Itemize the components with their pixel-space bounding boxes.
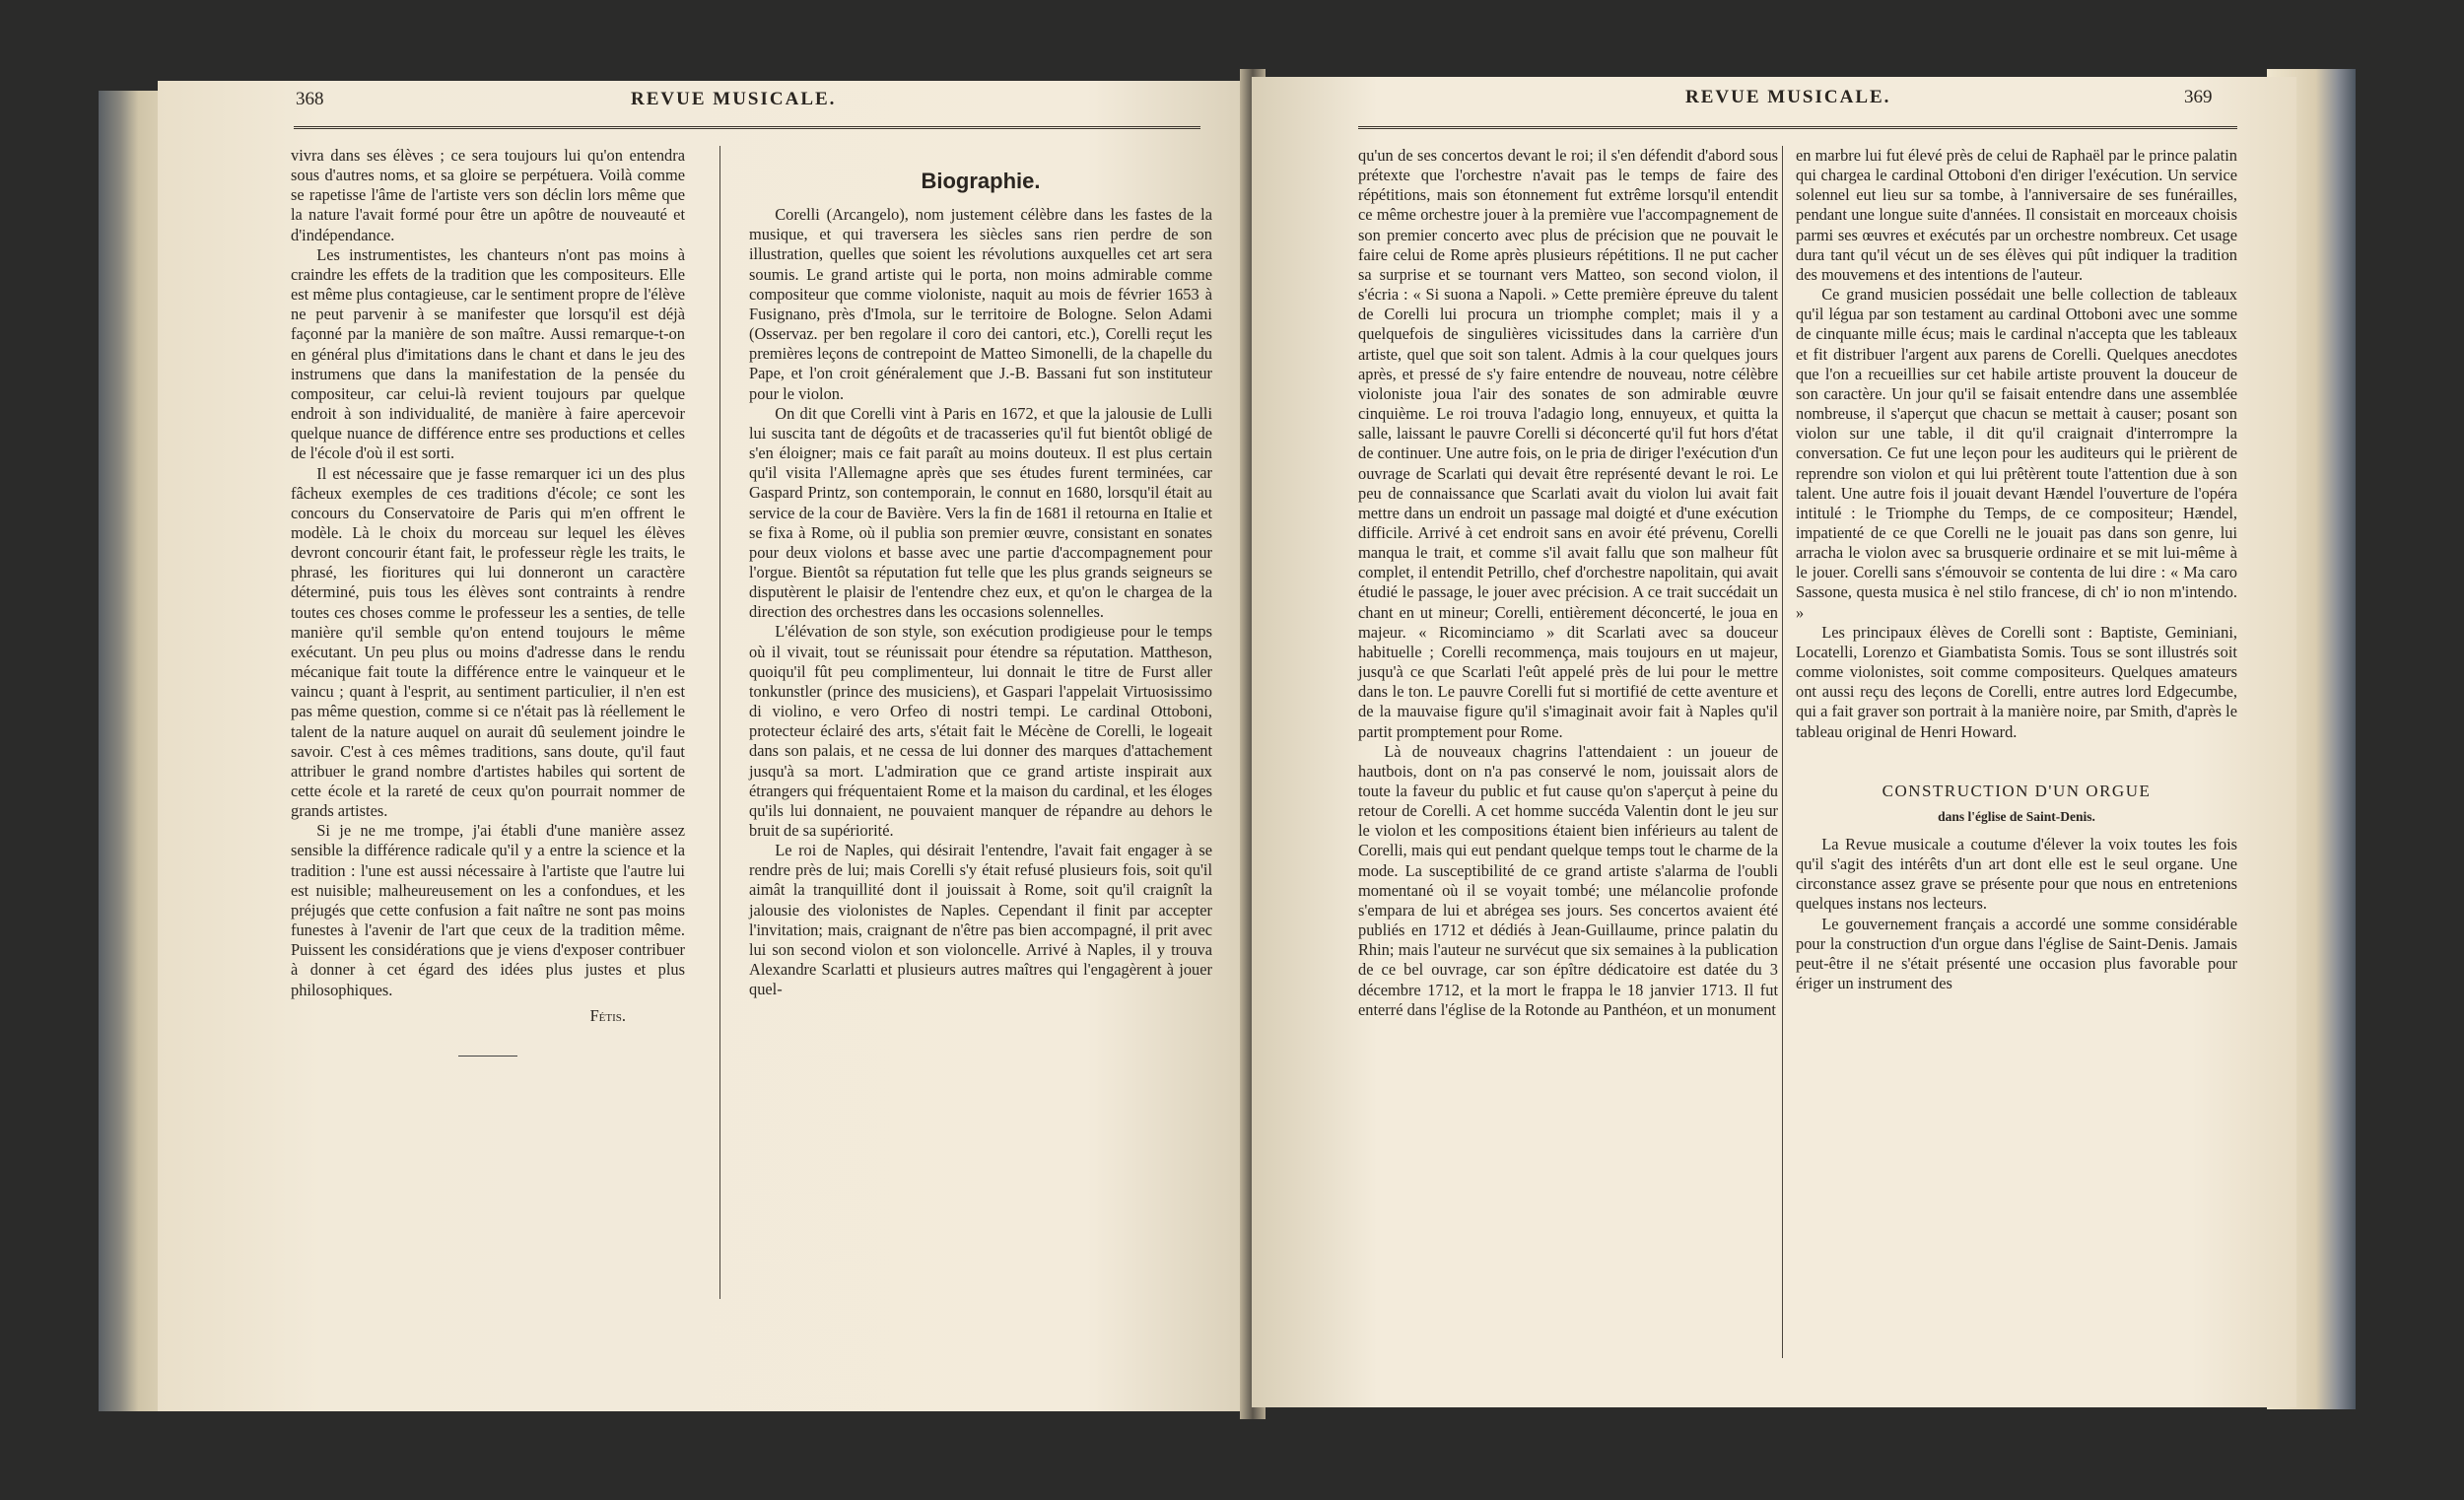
section-title: Biographie.: [921, 169, 1041, 193]
running-head: REVUE MUSICALE.: [1685, 87, 1891, 107]
left-page: [158, 81, 1252, 1411]
header-rule: [1358, 126, 2237, 129]
section-title: CONSTRUCTION D'UN ORGUE: [1882, 781, 2152, 800]
paragraph: en marbre lui fut élevé près de celui de Raphaël par le prince palatin qui chargea le cardinal Ottoboni d'en diriger l'exécution. Un service solennel eut lieu sur sa tombe, à l'anniversaire de ses funérailles, pendant une longue suite d'années. Il consistait en morceaux choisis parmi ses œuvres et exécutés par un orchestre nombreux. Cet usage dura tant qu'il vécut un de ses élèves qui pût indiquer la tradition des mouvemens et des intentions de l'auteur.: [1796, 146, 2237, 284]
paragraph: Les principaux élèves de Corelli sont : Baptiste, Geminiani, Locatelli, Lorenzo et Giambatista Somis. Tous se sont illustrés soit comme violonistes, soit comme compositeurs. Quelques amateurs ont aussi reçu des leçons de Corelli, entre autres lord Edgecumbe, qui a fait graver son portrait à la manière noire, par Smith, d'après le tableau original de Henri Howard.: [1796, 622, 2237, 741]
page-number: 369: [2184, 87, 2213, 107]
page-number: 368: [296, 89, 324, 109]
column-rule: [719, 146, 720, 1299]
paragraph: Les instrumentistes, les chanteurs n'ont pas moins à craindre les effets de la tradition que les compositeurs. Elle est même plus contagieuse, car le sentiment propre de l'élève ne peut parvenir à se manifester que lorsqu'il est déjà façonné par la manière de son maître. Aussi remarque-t-on en général plus d'imitations dans le chant et dans le jeu des instrumens que dans la manifestation de la pensée du compositeur, car celui-là revient toujours par quelque endroit à son individualité, de manière à faire apercevoir quelque nuance de différence entre ses productions et celles de l'école d'où il est sorti.: [291, 244, 685, 463]
header-rule: [294, 126, 1200, 129]
right-column-1: [1358, 146, 1778, 1020]
paragraph: Le roi de Naples, qui désirait l'entendre, l'avait fait engager à se rendre près de lui; mais Corelli s'y était refusé plusieurs fois, soit qu'il aimât la tranquillité dont il jouissait à Rome, soit qu'il craignît la jalousie des violonistes de Naples. Cependant il finit par accepter l'invitation; mais, craignant de n'être pas bien accompagné, il prit avec lui son second violon et son violoncelle. Arrivé à Naples, il y trouva Alexandre Scarlatti et plusieurs autres maîtres qui l'engagèrent à jouer quel-: [749, 841, 1212, 999]
separator-rule: [458, 1056, 517, 1057]
right-page: [1252, 77, 2296, 1407]
paragraph: Il est nécessaire que je fasse remarquer ici un des plus fâcheux exemples de ces traditions d'école; ce sont les concours du Conservatoire de Paris qui m'en offrent le modèle. Là le choix du morceau sur lequel les élèves devront concourir étant fait, le professeur règle les traits, le phrasé, les fioritures qui lui donneront un caractère déterminé, puis tous les élèves sont contraints à rendre toutes ces choses comme le professeur les a senties, de telle manière qu'il semble qu'on entend toujours le même exécutant. Un peu plus ou moins d'adresse dans le rendu mécanique fait toute la différence entre le vainqueur et le vaincu ; quant à l'esprit, au sentiment particulier, il n'en est pas même question, comme si ce n'était pas là réellement le talent de la nature auquel on aurait dû seulement joindre le savoir. C'est à ces mêmes traditions, sans doute, qu'il faut attribuer le grand nombre d'artistes habiles qui sortent de cette école et la rareté de ceux qu'on pourrait nommer de grands artistes.: [291, 463, 685, 821]
paragraph: Le gouvernement français a accordé une somme considérable pour la construction d'un orgue dans l'église de Saint-Denis. Jamais peut-être il ne s'était présenté une occasion plus favorable pour ériger un instrument des: [1796, 914, 2237, 993]
signature: Fétis.: [589, 1005, 626, 1025]
paragraph: Si je ne me trompe, j'ai établi d'une manière assez sensible la différence radicale qu'il y a entre la science et la tradition : l'une est aussi nécessaire à l'artiste que l'autre lui est nuisible; malheureusement on les a confondues, et les préjugés que cette confusion a fait naître ne sont pas moins funestes à l'avenir de l'art que ceux de la tradition même. Puissent les considérations que je viens d'exposer contribuer à donner à cet égard des idées plus justes et plus philosophiques.: [291, 821, 685, 999]
right-column-2: [1796, 146, 2237, 993]
paragraph: On dit que Corelli vint à Paris en 1672, et que la jalousie de Lulli lui suscita tant de dégoûts et de tracasseries qu'il fut bientôt obligé de s'en éloigner; mais ce fait paraît au moins douteux. Il est plus certain qu'il visita l'Allemagne après que ses études furent terminées, car Gaspard Printz, son contemporain, le connut en 1680, lorsqu'il était au service de la cour de Bavière. Vers la fin de 1681 il retourna en Italie et se fixa à Rome, où il publia son premier œuvre, consistant en sonates pour deux violons et basse avec une partie d'accompagnement pour l'orgue. Bientôt sa réputation fut telle que les plus grands seigneurs se disputèrent le plaisir de l'entendre chez eux, et qu'on le chargea de la direction des orchestres dans les occasions solennelles.: [749, 403, 1212, 622]
paragraph: Ce grand musicien possédait une belle collection de tableaux qu'il légua par son testament au cardinal Ottoboni avec une somme de cinquante mille écus; mais le cardinal n'accepta que les tableaux et fit distribuer l'argent aux parens de Corelli. Quelques anecdotes que l'on a recueillies sur cet habile artiste prouvent la douceur de son caractère. Un jour qu'il se faisait entendre dans une assemblée nombreuse, il s'aperçut que chacun se mettait à causer; posant son violon sur une table, il dit qu'il craignait d'interrompre la conversation. Ce fut une leçon pour les auditeurs qui le prièrent de reprendre son violon et qui lui prêtèrent toute l'attention due à son talent. Une autre fois il jouait devant Hændel l'ouverture de l'opéra intitulé : le Triomphe du Temps, de ce compositeur; Hændel, impatienté de ce que Corelli ne le jouait pas dans son genre, lui arracha le violon avec sa brusquerie ordinaire et se mit lui-même à le jouer. Corelli sans s'émouvoir se contenta de lui dire : « Ma caro Sassone, questa musica è nel stilo francese, di ch' io non m'intendo. »: [1796, 285, 2237, 622]
section-subtitle: dans l'église de Saint-Denis.: [1938, 808, 2095, 824]
paragraph: L'élévation de son style, son exécution prodigieuse pour le temps où il vivait, tout se réunissait pour étendre sa réputation. Mattheson, quoiqu'il fût peu complimenteur, lui donnait le titre de Furst aller tonkunstler (prince des musiciens), et Gaspari l'appelait Virtuosissimo di violino, e vero Orfeo di nostri tempi. Le cardinal Ottoboni, protecteur éclairé des arts, s'était fait le Mécène de Corelli, le logeait dans son palais, et ne cessa de lui donner des marques d'attachement jusqu'à sa mort. L'admiration que ce grand artiste inspirait aux étrangers qui fréquentaient Rome et la maison du cardinal, et les éloges qu'ils lui donnaient, ne pouvaient manquer de répandre au dehors le bruit de sa supériorité.: [749, 622, 1212, 840]
column-rule: [1782, 146, 1783, 1358]
paragraph: vivra dans ses élèves ; ce sera toujours lui qu'on entendra sous d'autres noms, et sa gloire se perpétuera. Voilà comme se rapetisse l'âme de l'artiste vers son déclin lors même que la nature l'avait formé pour être un apôtre de nouveauté et d'indépendance.: [291, 146, 685, 244]
paragraph: qu'un de ses concertos devant le roi; il s'en défendit d'abord sous prétexte que l'orchestre n'avait pas le temps de faire des répétitions, mais son étonnement fut extrême lorsqu'il entendit ce même orchestre jouer à la première vue l'accompagnement de son premier concerto avec plus de précision que ne pouvait le faire celui de Rome après plusieurs répétitions. Il ne put cacher sa surprise et se tournant vers Matteo, son second violon, il s'écria : « Si suona a Napoli. » Cette première épreuve du talent de Corelli lui procura un triomphe complet; mais il y a quelquefois de singulières vicissitudes dans la carrière d'un artiste, quel que soit son talent. Admis à la cour quelques jours après, et pressé de s'y faire entendre de nouveau, notre célèbre violoniste joua l'air des sonates de son admirable œuvre cinquième. Le roi trouva l'adagio long, ennuyeux, et quitta la salle, laissant le pauvre Corelli si déconcerté qu'il fut hors d'état de continuer. Une autre fois, on le pria de diriger l'exécution d'un ouvrage de Scarlati qui devait être représenté devant le roi. Le peu de connaissance que Scarlati avait du violon lui avait fait mettre dans un endroit un passage mal doigté et d'une exécution difficile. Arrivé à cet endroit sans en avoir été prévenu, Corelli manqua le trait, et comme s'il avait fallu que son malheur fût complet, il entendit Petrillo, chef d'orchestre napolitain, qui avait étudié le passage, le jouer avec précision. A ce trait succédait un chant en ut mineur; Corelli, entièrement déconcerté, le joua en majeur. « Ricominciamo » dit Scarlati avec sa douceur habituelle ; Corelli recommença, mais toujours en ut majeur, jusqu'à ce que Scarlati l'eût appelé près de lui pour le mettre dans le ton. Le pauvre Corelli fut si mortifié de cette aventure et de la mauvaise figure qu'il s'imaginait avoir fait à Naples qu'il partit promptement pour Rome.: [1358, 146, 1779, 741]
left-column-2: [749, 171, 1212, 999]
left-column-1: [291, 146, 685, 1057]
paragraph: Là de nouveaux chagrins l'attendaient : un joueur de hautbois, dont on n'a pas conservé le nom, jouissait alors de toute la faveur du public et fut cause qu'on s'aperçut à peine du retour de Corelli. A cet homme succéda Valentin dont le jeu sur le violon et les compositions étaient bien inférieurs au talent de Corelli, mais qui eut pendant quelque temps tout le charme de la mode. La susceptibilité de ce grand artiste s'alarma de l'oubli momentané où il se voyait tombé; une mélancolie profonde s'empara de lui et abrégea ses jours. Ses concertos avaient été publiés en 1712 et dédiés à Jean-Guillaume, prince palatin du Rhin; mais l'auteur ne survécut que six semaines à la publication de ce bel ouvrage, car son épître dédicatoire est datée du 3 décembre 1712, et la mort le frappa le 18 janvier 1713. Il fut enterré dans l'église de la Rotonde au Panthéon, et un monument: [1358, 741, 1778, 1019]
paragraph: La Revue musicale a coutume d'élever la voix toutes les fois qu'il s'agit des intérêts d'un art dont elle est le seul organe. Une circonstance assez grave se présente pour que nous en entretenions quelques instans nos lecteurs.: [1796, 835, 2237, 914]
paragraph: Corelli (Arcangelo), nom justement célèbre dans les fastes de la musique, et qui traversera les siècles sans rien perdre de son illustration, quelles que soient les révolutions auxquelles cet art sera soumis. Le grand artiste qui le porta, non moins admirable comme compositeur que comme violoniste, naquit au mois de février 1653 à Fusignano, près d'Imola, sur le territoire de Bologne. Selon Adami (Osservaz. per ben regolare il coro dei cantori, etc.), Corelli reçut les premières leçons de contrepoint de Matteo Simonelli, de la chapelle du Pape, et l'on croit généralement que J.-B. Bassani fut son instituteur pour le violon.: [749, 205, 1212, 403]
running-head: REVUE MUSICALE.: [631, 89, 837, 109]
